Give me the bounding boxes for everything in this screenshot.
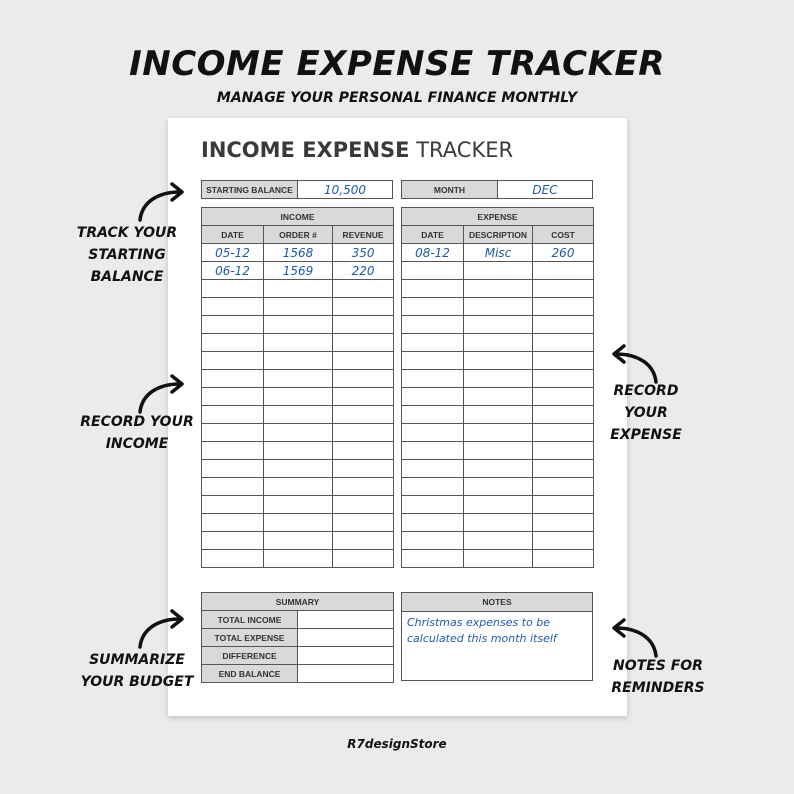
expense-cell[interactable] bbox=[464, 424, 533, 442]
income-cell[interactable] bbox=[202, 334, 264, 352]
income-cell[interactable]: 06-12 bbox=[202, 262, 264, 280]
income-cell[interactable] bbox=[264, 514, 333, 532]
income-cell[interactable] bbox=[333, 514, 394, 532]
callout-starting-balance bbox=[72, 222, 182, 288]
subtitle: MANAGE YOUR PERSONAL FINANCE MONTHLY bbox=[216, 90, 578, 106]
expense-cell[interactable] bbox=[464, 370, 533, 388]
income-cell[interactable] bbox=[333, 550, 394, 568]
expense-cell[interactable] bbox=[464, 550, 533, 568]
expense-row bbox=[402, 298, 594, 316]
income-row bbox=[202, 352, 394, 370]
expense-cell[interactable] bbox=[402, 424, 464, 442]
expense-cell[interactable] bbox=[402, 334, 464, 352]
income-cell[interactable]: 350 bbox=[333, 244, 394, 262]
expense-cell[interactable] bbox=[533, 478, 594, 496]
income-cell[interactable] bbox=[264, 334, 333, 352]
expense-cell[interactable] bbox=[533, 406, 594, 424]
income-table bbox=[201, 207, 394, 568]
income-cell[interactable] bbox=[333, 334, 394, 352]
expense-cell[interactable] bbox=[402, 532, 464, 550]
expense-row bbox=[402, 424, 594, 442]
main-title: INCOME EXPENSE TRACKER bbox=[129, 44, 665, 84]
expense-cell[interactable] bbox=[402, 352, 464, 370]
expense-cell[interactable] bbox=[464, 316, 533, 334]
income-cell[interactable] bbox=[264, 478, 333, 496]
expense-row bbox=[402, 478, 594, 496]
expense-cell[interactable] bbox=[402, 406, 464, 424]
total-expense-value[interactable] bbox=[298, 629, 394, 647]
expense-cell[interactable] bbox=[464, 388, 533, 406]
income-row bbox=[202, 370, 394, 388]
income-row bbox=[202, 388, 394, 406]
expense-row bbox=[402, 388, 594, 406]
callout-line: INCOME bbox=[105, 436, 169, 452]
expense-cell[interactable] bbox=[402, 442, 464, 460]
expense-cell[interactable]: 08-12 bbox=[402, 244, 464, 262]
income-cell[interactable] bbox=[333, 532, 394, 550]
expense-cell[interactable] bbox=[533, 370, 594, 388]
income-cell[interactable] bbox=[264, 424, 333, 442]
sheet-title bbox=[201, 138, 513, 162]
callout-line: STARTING bbox=[88, 247, 166, 263]
income-cell[interactable] bbox=[333, 496, 394, 514]
expense-cell[interactable] bbox=[533, 334, 594, 352]
end-balance-value[interactable] bbox=[298, 665, 394, 683]
income-row bbox=[202, 334, 394, 352]
income-cell[interactable] bbox=[333, 316, 394, 334]
summary-table bbox=[201, 592, 394, 683]
expense-cell[interactable] bbox=[464, 406, 533, 424]
income-cell[interactable] bbox=[264, 298, 333, 316]
income-cell[interactable] bbox=[264, 406, 333, 424]
income-cell[interactable] bbox=[264, 316, 333, 334]
income-cell[interactable]: 05-12 bbox=[202, 244, 264, 262]
income-cell[interactable] bbox=[333, 424, 394, 442]
arrow-icon bbox=[130, 180, 190, 225]
expense-cell[interactable] bbox=[402, 478, 464, 496]
income-cell[interactable] bbox=[202, 532, 264, 550]
sheet-title-bold: INCOME EXPENSE bbox=[201, 138, 410, 162]
month-box bbox=[401, 180, 593, 199]
income-cell[interactable] bbox=[202, 478, 264, 496]
callout-line: BALANCE bbox=[90, 269, 164, 285]
income-cell[interactable] bbox=[264, 460, 333, 478]
callout-line: SUMMARIZE bbox=[89, 652, 185, 668]
income-cell[interactable] bbox=[202, 388, 264, 406]
expense-cell[interactable] bbox=[464, 442, 533, 460]
income-heading: INCOME bbox=[202, 208, 394, 226]
income-cell[interactable] bbox=[264, 532, 333, 550]
income-cell[interactable] bbox=[202, 442, 264, 460]
income-cell[interactable] bbox=[333, 460, 394, 478]
income-cell[interactable] bbox=[264, 388, 333, 406]
callout-line: EXPENSE bbox=[610, 427, 682, 443]
expense-table bbox=[401, 207, 594, 568]
expense-cell[interactable] bbox=[464, 334, 533, 352]
arrow-icon bbox=[130, 607, 190, 652]
expense-row bbox=[402, 280, 594, 298]
income-cell[interactable] bbox=[264, 352, 333, 370]
expense-heading: EXPENSE bbox=[402, 208, 594, 226]
expense-cell[interactable] bbox=[464, 262, 533, 280]
total-income-label: TOTAL INCOME bbox=[202, 611, 298, 629]
income-cell[interactable] bbox=[202, 316, 264, 334]
month-label: MONTH bbox=[402, 181, 498, 198]
expense-cell[interactable] bbox=[402, 388, 464, 406]
notes-heading: NOTES bbox=[402, 593, 592, 612]
income-cell[interactable] bbox=[202, 352, 264, 370]
expense-col-date: DATE bbox=[402, 226, 464, 244]
income-cell[interactable] bbox=[333, 478, 394, 496]
expense-row bbox=[402, 244, 594, 262]
income-cell[interactable] bbox=[202, 370, 264, 388]
income-row bbox=[202, 406, 394, 424]
expense-cell[interactable] bbox=[533, 262, 594, 280]
difference-label: DIFFERENCE bbox=[202, 647, 298, 665]
income-row bbox=[202, 316, 394, 334]
callout-line: REMINDERS bbox=[611, 680, 705, 696]
starting-balance-box bbox=[201, 180, 393, 199]
expense-row bbox=[402, 262, 594, 280]
notes-box bbox=[401, 592, 593, 681]
expense-cell[interactable] bbox=[533, 388, 594, 406]
expense-row bbox=[402, 316, 594, 334]
expense-cell[interactable] bbox=[464, 532, 533, 550]
expense-row bbox=[402, 370, 594, 388]
expense-cell[interactable] bbox=[402, 550, 464, 568]
income-cell[interactable]: 220 bbox=[333, 262, 394, 280]
income-cell[interactable] bbox=[202, 280, 264, 298]
income-cell[interactable] bbox=[202, 514, 264, 532]
income-cell[interactable] bbox=[333, 280, 394, 298]
end-balance-label: END BALANCE bbox=[202, 665, 298, 683]
expense-cell[interactable] bbox=[402, 370, 464, 388]
expense-cell[interactable] bbox=[402, 496, 464, 514]
expense-cell[interactable] bbox=[464, 514, 533, 532]
income-cell[interactable]: 1569 bbox=[264, 262, 333, 280]
income-cell[interactable] bbox=[202, 496, 264, 514]
income-cell[interactable] bbox=[264, 370, 333, 388]
income-cell[interactable] bbox=[202, 406, 264, 424]
callout-line: YOUR BUDGET bbox=[80, 674, 194, 690]
income-cell[interactable]: 1568 bbox=[264, 244, 333, 262]
income-cell[interactable] bbox=[333, 352, 394, 370]
expense-col-cost: COST bbox=[533, 226, 594, 244]
arrow-icon bbox=[606, 342, 666, 387]
income-cell[interactable] bbox=[202, 550, 264, 568]
income-cell[interactable] bbox=[333, 406, 394, 424]
expense-cell[interactable] bbox=[533, 298, 594, 316]
expense-row bbox=[402, 406, 594, 424]
callout-expense bbox=[590, 380, 702, 446]
summary-heading: SUMMARY bbox=[202, 593, 394, 611]
callout-line: RECORD YOUR bbox=[613, 383, 679, 421]
income-row bbox=[202, 550, 394, 568]
callout-line: TRACK YOUR bbox=[76, 225, 178, 241]
starting-balance-value[interactable]: 10,500 bbox=[324, 182, 366, 197]
income-col-order: ORDER # bbox=[264, 226, 333, 244]
expense-row bbox=[402, 496, 594, 514]
expense-cell[interactable] bbox=[464, 478, 533, 496]
income-row bbox=[202, 262, 394, 280]
expense-cell[interactable] bbox=[464, 460, 533, 478]
income-col-revenue: REVENUE bbox=[333, 226, 394, 244]
total-income-value[interactable] bbox=[298, 611, 394, 629]
expense-cell[interactable] bbox=[402, 316, 464, 334]
income-cell[interactable] bbox=[264, 550, 333, 568]
expense-row bbox=[402, 460, 594, 478]
total-expense-label: TOTAL EXPENSE bbox=[202, 629, 298, 647]
income-row bbox=[202, 514, 394, 532]
expense-cell[interactable] bbox=[533, 514, 594, 532]
sheet-title-regular: TRACKER bbox=[416, 138, 514, 162]
expense-cell[interactable] bbox=[533, 496, 594, 514]
expense-cell[interactable] bbox=[533, 424, 594, 442]
month-value[interactable]: DEC bbox=[532, 182, 558, 197]
income-row bbox=[202, 442, 394, 460]
income-cell[interactable] bbox=[264, 280, 333, 298]
income-cell[interactable] bbox=[264, 442, 333, 460]
expense-cell[interactable] bbox=[533, 442, 594, 460]
expense-cell[interactable] bbox=[464, 280, 533, 298]
difference-value[interactable] bbox=[298, 647, 394, 665]
income-row bbox=[202, 460, 394, 478]
expense-row bbox=[402, 532, 594, 550]
expense-cell[interactable] bbox=[464, 298, 533, 316]
expense-row bbox=[402, 334, 594, 352]
expense-cell[interactable] bbox=[464, 352, 533, 370]
arrow-icon bbox=[606, 616, 666, 661]
expense-cell[interactable] bbox=[533, 352, 594, 370]
income-cell[interactable] bbox=[333, 388, 394, 406]
income-row bbox=[202, 532, 394, 550]
expense-cell[interactable] bbox=[464, 496, 533, 514]
expense-cell[interactable] bbox=[402, 298, 464, 316]
income-cell[interactable] bbox=[333, 370, 394, 388]
notes-text[interactable]: Christmas expenses to be calculated this month itself bbox=[407, 616, 557, 645]
expense-cell[interactable]: 260 bbox=[533, 244, 594, 262]
income-row bbox=[202, 496, 394, 514]
expense-cell[interactable]: Misc bbox=[464, 244, 533, 262]
expense-cell[interactable] bbox=[402, 460, 464, 478]
expense-cell[interactable] bbox=[533, 280, 594, 298]
expense-row bbox=[402, 442, 594, 460]
tracker-sheet bbox=[168, 118, 627, 716]
expense-cell[interactable] bbox=[402, 514, 464, 532]
expense-row bbox=[402, 550, 594, 568]
starting-balance-label: STARTING BALANCE bbox=[202, 181, 298, 198]
summary-row bbox=[202, 629, 394, 647]
expense-cell[interactable] bbox=[533, 532, 594, 550]
callout-line: NOTES FOR bbox=[613, 658, 703, 674]
expense-col-description: DESCRIPTION bbox=[464, 226, 533, 244]
brand-footer: R7designStore bbox=[347, 737, 447, 751]
income-row bbox=[202, 280, 394, 298]
income-row bbox=[202, 478, 394, 496]
income-row bbox=[202, 424, 394, 442]
income-cell[interactable] bbox=[264, 496, 333, 514]
income-row bbox=[202, 244, 394, 262]
income-row bbox=[202, 298, 394, 316]
expense-cell[interactable] bbox=[533, 460, 594, 478]
expense-row bbox=[402, 514, 594, 532]
income-cell[interactable] bbox=[202, 424, 264, 442]
expense-cell[interactable] bbox=[533, 550, 594, 568]
income-cell[interactable] bbox=[333, 298, 394, 316]
income-col-date: DATE bbox=[202, 226, 264, 244]
expense-cell[interactable] bbox=[533, 316, 594, 334]
income-cell[interactable] bbox=[333, 442, 394, 460]
income-cell[interactable] bbox=[202, 298, 264, 316]
callout-income bbox=[70, 411, 204, 455]
income-cell[interactable] bbox=[202, 460, 264, 478]
summary-row bbox=[202, 611, 394, 629]
summary-row bbox=[202, 665, 394, 683]
arrow-icon bbox=[130, 372, 190, 417]
callout-notes bbox=[598, 655, 718, 699]
expense-cell[interactable] bbox=[402, 262, 464, 280]
expense-cell[interactable] bbox=[402, 280, 464, 298]
callout-summary bbox=[72, 649, 202, 693]
expense-row bbox=[402, 352, 594, 370]
summary-row bbox=[202, 647, 394, 665]
callout-line: RECORD YOUR bbox=[80, 414, 194, 430]
